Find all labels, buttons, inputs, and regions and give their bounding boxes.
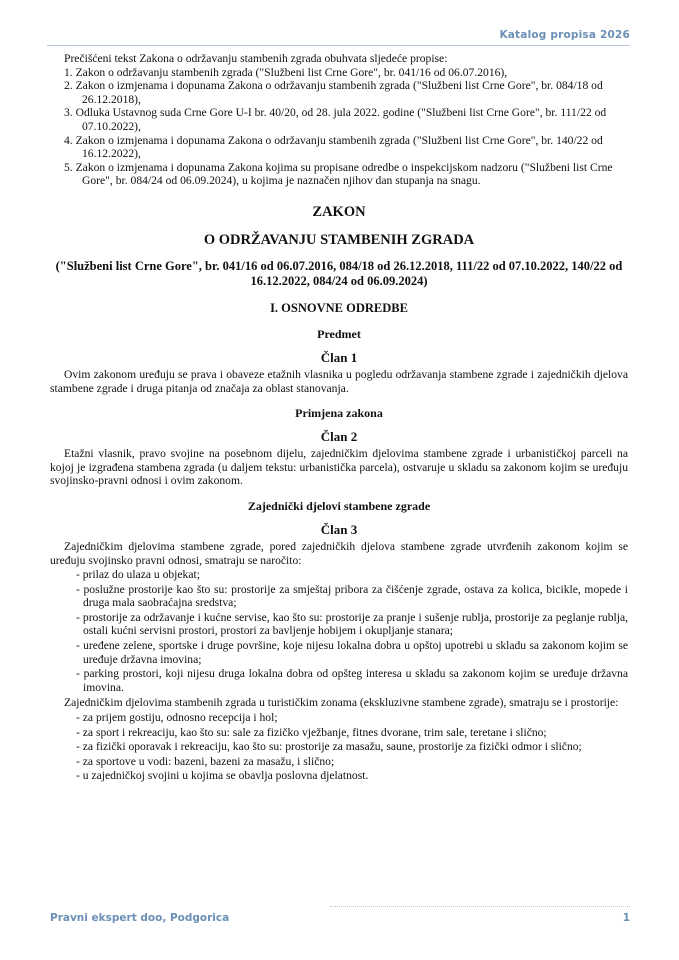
article-3-list-2 bbox=[50, 711, 628, 783]
article-3-text-2: Zajedničkim djelovima stambenih zgrada u turističkim zonama (ekskluzivne stambene zgrade), smatraju se i prostorije: bbox=[64, 696, 619, 710]
law-title: ZAKON bbox=[312, 203, 366, 220]
list-item: - prostorije za održavanje i kućne servise, kao što su: prostorije za pranje i sušenje rublja, prostorije za peglanje rublja, ostali kućni servisni prostori, prostori za bavljenje hobijem i okupljanje stanara; bbox=[76, 610, 628, 638]
list-item: - za sport i rekreaciju, kao što su: sale za fizičko vježbanje, fitnes dvorane, trim sale, teretane i slično; bbox=[76, 725, 547, 739]
article-1-number: Član 1 bbox=[320, 349, 358, 365]
amendment-item: 3. Odluka Ustavnog suda Crne Gore U-I br. 40/20, od 28. jula 2022. godine ("Službeni list Crne Gore", br. 111/22 od 07.10.2022), bbox=[64, 106, 607, 133]
article-3-list-1 bbox=[50, 568, 628, 694]
article-1-heading: Predmet bbox=[317, 326, 361, 341]
amendment-item: 2. Zakon o izmjenama i dopunama Zakona o održavanju stambenih zgrada ("Službeni list Crne Gore", br. 084/18 od 26.12.2018), bbox=[64, 79, 603, 106]
article-3-heading: Zajednički djelovi stambene zgrade bbox=[247, 498, 431, 513]
list-item: - uređene zelene, sportske i druge površine, koje nijesu lokalna dobra u opštoj upotrebi u skladu sa zakonom kojim se uređuje državna imovina; bbox=[76, 639, 628, 666]
footer-divider bbox=[330, 906, 630, 907]
list-item: - za sportove u vodi: bazeni, bazeni za masažu, i slično; bbox=[76, 754, 335, 768]
amendments-list bbox=[50, 66, 628, 188]
list-item: - za fizički oporavak i rekreaciju, kao što su: prostorije za masažu, saune, prostorije za fizički odmor i slično; bbox=[76, 740, 582, 754]
list-item: - u zajedničkoj svojini u kojima se obavlja poslovna djelatnost. bbox=[76, 769, 369, 783]
amendment-item: 1. Zakon o održavanju stambenih zgrada ("Službeni list Crne Gore", br. 041/16 od 06.07.2016), bbox=[64, 65, 508, 79]
article-2-heading: Primjena zakona bbox=[295, 406, 383, 421]
catalog-header: Katalog propisa 2026 bbox=[499, 29, 630, 41]
article-2-text: Etažni vlasnik, pravo svojine na posebnom dijelu, zajedničkim djelovima stambene zgrade i urbanističkoj parceli na kojoj je izgrađena stambena zgrada (u daljem tekstu: urbanistička parcela), ostvaruje u skladu sa zakonom kojim se uređuju svojinsko-pravni odnosi i ovim zakonom. bbox=[50, 447, 628, 488]
intro-text: Prečišćeni tekst Zakona o održavanju stambenih zgrada obuhvata sljedeće propise: bbox=[64, 52, 448, 65]
header-divider bbox=[47, 45, 630, 46]
list-item: - za prijem gostiju, odnosno recepcija i hol; bbox=[76, 711, 278, 725]
article-3-number: Član 3 bbox=[320, 521, 358, 537]
page-number: 1 bbox=[622, 912, 630, 924]
article-2-number: Član 2 bbox=[320, 429, 358, 445]
list-item: - prilaz do ulaza u objekat; bbox=[76, 568, 200, 582]
section-heading: I. OSNOVNE ODREDBE bbox=[270, 300, 408, 315]
law-gazette: ("Službeni list Crne Gore", br. 041/16 od 06.07.2016, 084/18 od 26.12.2018, 111/22 od 07.10.2022, 140/22 od 16.12.2022, 084/24 od 06.09.2024) bbox=[55, 258, 623, 288]
publisher-name: Pravni ekspert doo, Podgorica bbox=[50, 912, 230, 924]
list-item: - poslužne prostorije kao što su: prostorije za smještaj pribora za čišćenje zgrade, ostava za kolica, bicikle, mopede i druga mala saobraćajna sredstva; bbox=[76, 582, 628, 610]
article-1-text: Ovim zakonom uređuju se prava i obaveze etažnih vlasnika u pogledu održavanja stambene zgrade i zajedničkih djelova stambene zgrade i druga pitanja od značaja za oblast stanovanja. bbox=[50, 367, 628, 395]
article-3-text-1: Zajedničkim djelovima stambene zgrade, pored zajedničkih djelova stambene zgrade utvrđenih zakonom kojim se uređuju svojinsko pravni odnosi, smatraju se naročito: bbox=[50, 539, 628, 567]
amendment-item: 4. Zakon o izmjenama i dopunama Zakona o održavanju stambenih zgrada ("Službeni list Crne Gore", br. 140/22 od 16.12.2022), bbox=[64, 133, 603, 161]
document-body bbox=[50, 52, 628, 783]
page-footer bbox=[50, 912, 630, 926]
list-item: - parking prostori, koji nijesu druga lokalna dobra od opšteg interesa u skladu sa zakonom kojim se uređuje državna imovina. bbox=[76, 667, 628, 694]
amendment-item: 5. Zakon o izmjenama i dopunama Zakona kojima su propisane odredbe o inspekcijskom nadzoru ("Službeni list Crne Gore", br. 084/24 od 06.09.2024), u kojima je naznačen njihov dan stupanja na snagu. bbox=[64, 160, 613, 188]
law-subtitle: O ODRŽAVANJU STAMBENIH ZGRADA bbox=[203, 231, 475, 248]
